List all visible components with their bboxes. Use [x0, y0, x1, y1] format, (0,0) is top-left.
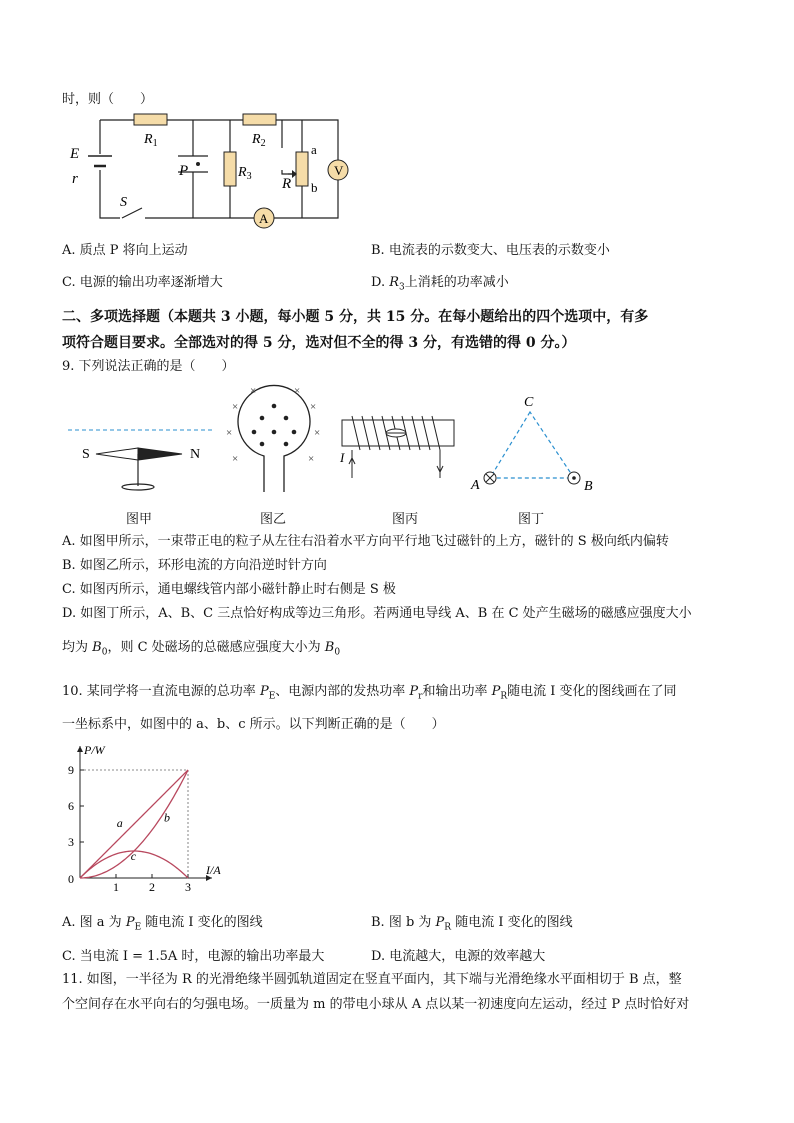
y-axis-arrow	[77, 746, 83, 752]
r1-label: $R_1$	[144, 132, 158, 149]
x-tick-label: 3	[185, 880, 191, 894]
caption-bing: 图丙	[392, 512, 419, 527]
q9-stem: 9. 下列说法正确的是（ ）	[62, 359, 235, 374]
field-cross: ×	[294, 385, 301, 397]
q10-stem-line1: 10. 某同学将一直流电源的总功率 $P_E$、电源内部的发热功率 $P_r$和输出功率 $P_R$随电流 I 变化的图线画在了同	[62, 684, 677, 702]
q8-option-c: C. 电源的输出功率逐渐增大	[62, 275, 223, 290]
needle-s-label: S	[82, 447, 90, 462]
q8-stem-tail: 时，则（ ）	[62, 92, 154, 107]
current-i-label: I	[340, 450, 345, 465]
internal-r-label: r	[72, 171, 78, 187]
q9-option-d-line1: D. 如图丁所示，A、B、C 三点恰好构成等边三角形。若两通电导线 A、B 在 C 处产生磁场的磁感应强度大小	[62, 606, 692, 621]
q9-option-b: B. 如图乙所示，环形电流的方向沿逆时针方向	[62, 558, 327, 573]
rheostat-label: R	[282, 176, 292, 192]
q9-option-a: A. 如图甲所示，一束带正电的粒子从左往右沿着水平方向平行地飞过磁针的上方，磁针的 S 极向纸内偏转	[62, 534, 669, 549]
caption-ding: 图丁	[518, 512, 545, 527]
point-c-label: C	[524, 395, 534, 410]
y-tick-label: 3	[68, 835, 74, 849]
series-b-label: b	[164, 810, 170, 825]
circuit-diagram	[60, 108, 360, 233]
x-tick-label: 2	[149, 880, 155, 894]
q11-line2: 个空间存在水平向右的匀强电场。一质量为 m 的带电小球从 A 点以某一初速度向左运动，经过 P 点时恰好对	[62, 997, 690, 1012]
point-a-label: A	[471, 478, 480, 493]
field-cross: ×	[232, 453, 239, 465]
rheostat-b-label: b	[311, 180, 318, 195]
y-tick-label: 9	[68, 763, 74, 777]
section2-line2: 项符合题目要求。全部选对的得 5 分，选对但不全的得 3 分，有选错的得 0 分。）	[62, 335, 576, 351]
caption-yi: 图乙	[260, 512, 287, 527]
field-cross: ×	[310, 401, 317, 413]
q8-option-a: A. 质点 P 将向上运动	[62, 243, 188, 258]
field-cross: ×	[308, 453, 315, 465]
x-tick-label: 1	[113, 880, 119, 894]
q10-option-b: B. 图 b 为 $P_R$ 随电流 I 变化的图线	[371, 915, 573, 933]
q9-option-d-line2: 均为 $B_0$，则 C 处磁场的总磁感应强度大小为 $B_0$	[62, 640, 341, 658]
series-a-label: a	[116, 816, 123, 831]
field-cross: ×	[314, 427, 321, 439]
y-axis-label: P/W	[84, 743, 105, 757]
r2-label: $R_2$	[252, 132, 266, 149]
figure-ding	[468, 392, 598, 496]
particle-p-label: P	[179, 163, 189, 179]
q9-option-c: C. 如图丙所示，通电螺线管内部小磁针静止时右侧是 S 极	[62, 582, 396, 597]
q10-option-c: C. 当电流 I = 1.5A 时，电源的输出功率最大	[62, 949, 325, 964]
field-cross: ×	[250, 385, 257, 397]
origin-label: 0	[68, 872, 74, 886]
caption-jia: 图甲	[126, 512, 153, 527]
y-tick-label: 6	[68, 799, 74, 813]
emf-label: E	[70, 146, 80, 162]
voltmeter-label: V	[334, 163, 344, 178]
figure-jia	[66, 410, 216, 498]
q11-line1: 11. 如图，一半径为 R 的光滑绝缘半圆弧轨道固定在竖直平面内，其下端与光滑绝缘水平面相切于 B 点，整	[62, 972, 682, 987]
switch-label: S	[120, 195, 127, 210]
ammeter-label: A	[259, 211, 269, 226]
r3-label: $R_3$	[238, 165, 252, 182]
figure-yi	[224, 384, 324, 496]
point-b-label: B	[584, 479, 593, 494]
q10-stem-line2: 一坐标系中，如图中的 a、b、c 所示。以下判断正确的是（ ）	[62, 717, 445, 732]
power-current-chart	[58, 742, 248, 894]
needle-n-label: N	[190, 447, 201, 462]
rheostat-a-label: a	[311, 142, 317, 157]
q10-option-d: D. 电流越大，电源的效率越大	[371, 949, 546, 964]
q8-option-b: B. 电流表的示数变大、电压表的示数变小	[371, 243, 610, 258]
figure-bing	[338, 412, 460, 484]
series-c-label: c	[130, 849, 137, 864]
q10-option-a: A. 图 a 为 $P_E$ 随电流 I 变化的图线	[62, 915, 263, 933]
x-axis-label: I/A	[206, 863, 221, 877]
field-cross: ×	[232, 401, 239, 413]
field-cross: ×	[226, 427, 233, 439]
q8-option-d: D. $R_3$上消耗的功率减小	[371, 275, 509, 293]
section2-line1: 二、多项选择题（本题共 3 小题，每小题 5 分，共 15 分。在每小题给出的四个选项中，有多	[62, 309, 649, 325]
